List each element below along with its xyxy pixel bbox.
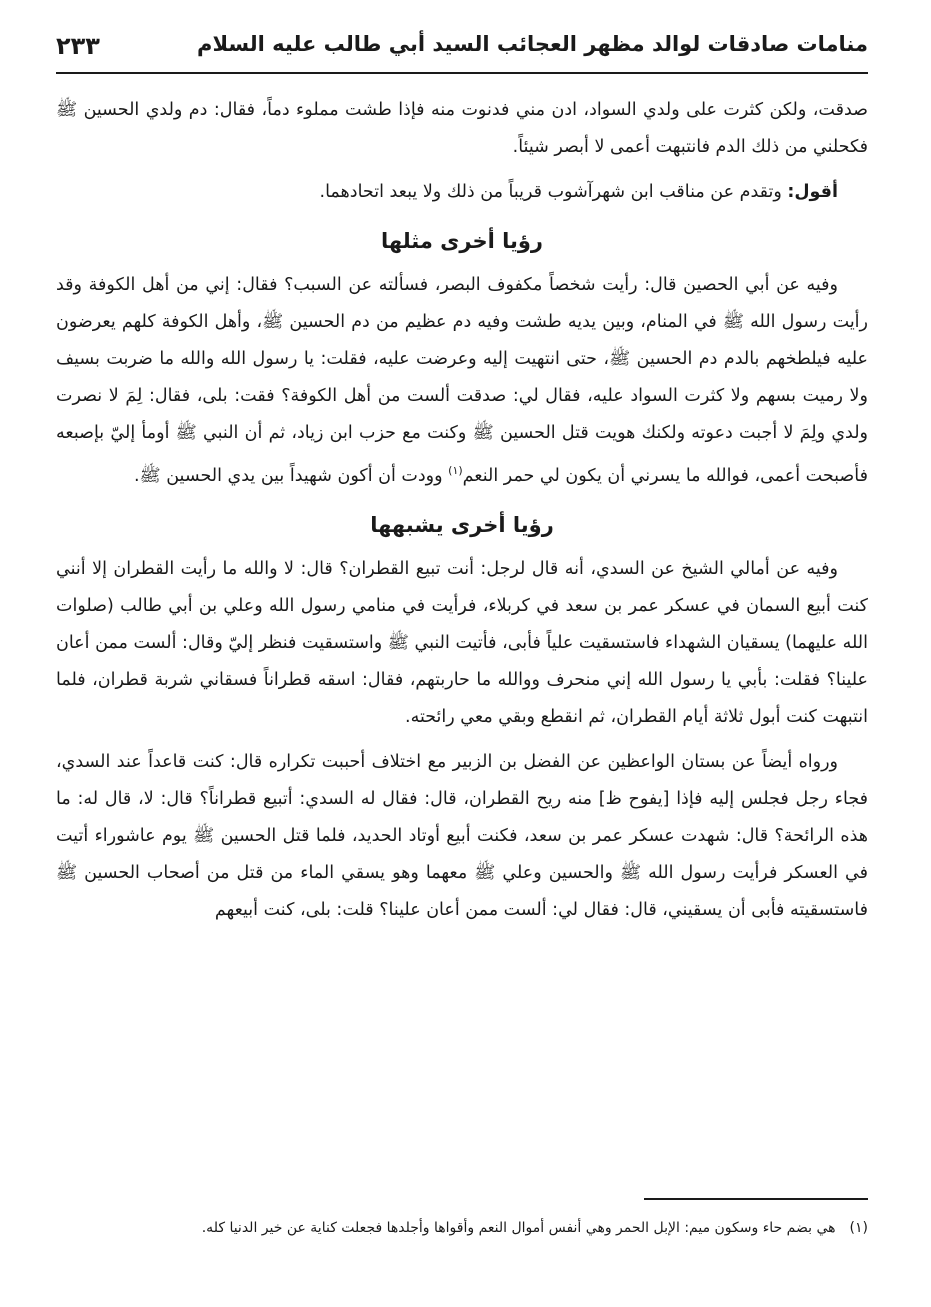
footnote — [56, 1210, 868, 1246]
body-text — [56, 92, 868, 937]
paragraph-3-part1: وفيه عن أبي الحصين قال: رأيت شخصاً مكفوف البصر، فسألته عن السبب؟ فقال: إني من أهل الكوفة وقد رأيت رسول الله ﷺ في المنام، وبين يديه طشت وفيه دم عظيم من دم الحسين ﷺ، وأهل الكوفة كلهم يعرضون عليه فيلطخهم بالدم دم الحسين ﷺ، حتى انتهيت إليه وعرضت عليه، فقلت: يا رسول الله والله ما ضربت بسيف ولا رميت بسهم ولا كثرت السواد عليه، فقال لي: صدقت ألست من أهل الكوفة؟ فقت: بلى، فقال: لِمَ لا نصرت ولدي ولِمَ لا أجبت دعوته ولكنك هويت قتل الحسين ﷺ وكنت مع حزب ابن زياد، ثم أن النبي ﷺ أومأ إليّ بإصبعه فأصبحت أعمى، فوالله ما يسرني أن يكون لي حمر النعم — [56, 275, 868, 486]
section-heading-1: رؤيا أخرى مثلها — [380, 229, 544, 253]
footnote-divider — [644, 1198, 868, 1200]
paragraph-5: ورواه أيضاً عن بستان الواعظين عن الفضل بن الزبير مع اختلاف أحببت تكراره قال: كنت قاعداً عند السدي، فجاء رجل فجلس إليه فإذا [يفوح ظ] منه ريح القطران، قال: فقال له السدي: أتبيع قطراناً؟ قال: لا، قال له: ما هذه الرائحة؟ قال: شهدت عسكر عمر بن سعد، فكنت أبيع أوتاد الحديد، فلما قتل الحسين ﷺ يوم عاشوراء أتيت في العسكر فرأيت رسول الله ﷺ والحسين وعلي ﷺ معهما وهو يسقي الماء من قتل من أصحاب الحسين ﷺ فاستسقيته فأبى أن يسقيني، قال: فقال لي: ألست ممن أعان علينا؟ قلت: بلى، كنت أبيعهم — [56, 751, 868, 920]
paragraph-3 — [56, 267, 868, 495]
paragraph-1: صدقت، ولكن كثرت على ولدي السواد، ادن مني فدنوت منه فإذا طشت مملوء دماً، فقال: دم ولدي الحسين ﷺ فكحلني من ذلك الدم فانتبهت أعمى لا أبصر شيئاً. — [56, 100, 868, 157]
book-page — [56, 30, 868, 1290]
paragraph-2 — [56, 174, 868, 211]
running-header — [56, 30, 868, 74]
paragraph-2-text: وتقدم عن مناقب ابن شهرآشوب قريباً من ذلك ولا يبعد اتحادهما. — [319, 182, 788, 202]
paragraph-4: وفيه عن أمالي الشيخ عن السدي، أنه قال لرجل: أنت تبيع القطران؟ قال: لا والله ما رأيت القطران إلا أنني كنت أبيع السمان في عسكر عمر بن سعد في كربلاء، فرأيت في منامي رسول الله وعلي بن أبي طالب (صلوات الله عليهما) يسقيان الشهداء فاستسقيت علياً فأبى، فأتيت النبي ﷺ واستسقيت فنظر إليّ وقال: ألست ممن أعان علينا؟ فقلت: بأبي يا رسول الله إني منحرف ووالله ما حاربتهم، فقال: اسقه قطراناً فسقاني شربة قطران، فلما انتبهت كنت أبول ثلاثة أيام القطران، ثم انقطع وبقي معي رائحته. — [56, 558, 868, 727]
footnote-reference[interactable]: (١) — [448, 464, 463, 477]
section-heading-2: رؤيا أخرى يشبهها — [370, 512, 554, 537]
paragraph-3-part2: وودت أن أكون شهيداً بين يدي الحسين ﷺ. — [133, 465, 449, 486]
running-title: منامات صادقات لوالد مظهر العجائب السيد أبي طالب عليه السلام — [197, 32, 868, 56]
saying-label: أقول: — [787, 182, 838, 202]
footnote-marker: (١) — [849, 1220, 868, 1236]
page-number: ٢٣٣ — [56, 32, 100, 60]
footnote-text: هي بضم حاء وسكون ميم: الإبل الحمر وهي أنفس أموال النعم وأقواها وأجلدها فجعلت كناية عن خير الدنيا كله. — [201, 1220, 836, 1236]
